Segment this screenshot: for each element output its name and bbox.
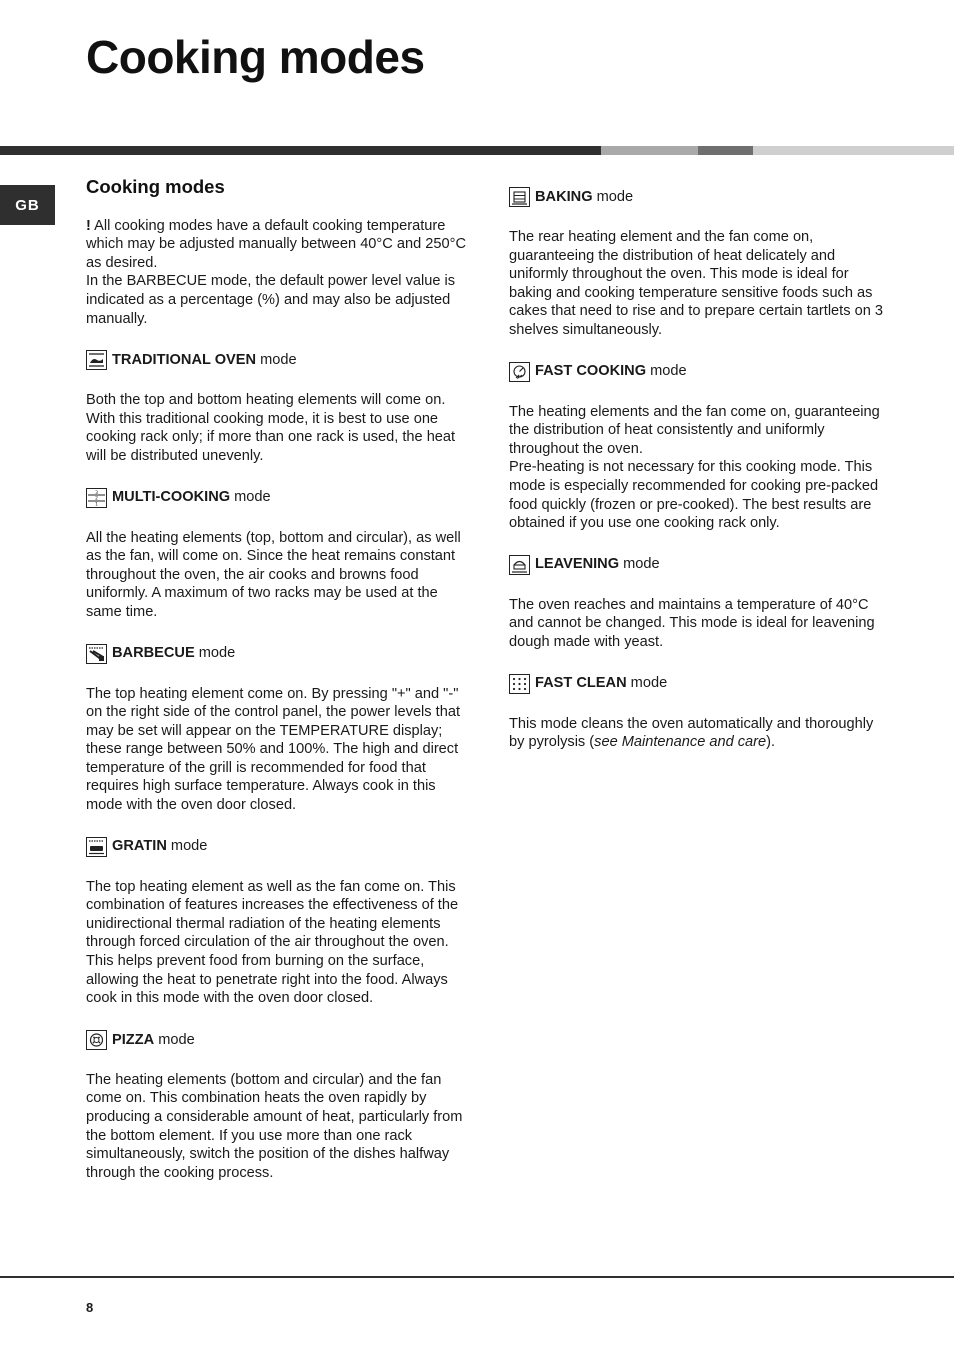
left-column xyxy=(86,178,466,1182)
mode-text: Pre-heating is not necessary for this cooking mode. This mode is especially recommended for cooking pre-packed food quickly (frozen or pre-cooked). The best results are obtained if you use one cooking rack only. xyxy=(509,459,879,532)
warning-mark: ! xyxy=(86,217,91,234)
page-number: 8 xyxy=(86,1300,94,1315)
mode-text: The rear heating element and the fan come on, guaranteeing the distribution of heat delicately and uniformly throughout the oven. This mode is ideal for baking and cooking temperature sensitive foods such as cakes that need to rise and to prepare certain tartlets on 3 shelves simultaneously. xyxy=(509,229,883,338)
multi-cooking-icon xyxy=(86,488,107,508)
intro-line-1: All cooking modes have a default cooking temperature which may be adjusted manually between 40°C and 250°C as desired. xyxy=(86,217,466,271)
mode-suffix: mode xyxy=(154,1031,195,1048)
mode-heading-multi-cooking xyxy=(86,487,466,509)
mode-suffix: mode xyxy=(619,556,660,573)
right-column xyxy=(509,178,889,752)
mode-text: Both the top and bottom heating elements will come on. With this traditional cooking mode, it is best to use one cooking rack only; if more than one rack is used, the heat will be distributed unevenly. xyxy=(86,392,456,464)
baking-icon xyxy=(509,187,530,207)
svg-text:2: 2 xyxy=(95,496,98,502)
header-rule-dark xyxy=(0,146,601,155)
mode-text: The oven reaches and maintains a temperature of 40°C and cannot be changed. This mode is ideal for leavening dough made with yeast. xyxy=(509,596,875,650)
mode-heading-pizza xyxy=(86,1029,466,1051)
mode-name: LEAVENING xyxy=(535,556,620,573)
mode-heading-baking xyxy=(509,186,889,208)
fast-cooking-icon xyxy=(509,362,530,382)
mode-name: FAST CLEAN xyxy=(535,675,627,692)
mode-description xyxy=(509,715,889,752)
mode-description xyxy=(86,1071,466,1183)
leavening-icon xyxy=(509,555,530,575)
svg-text:1: 1 xyxy=(95,502,98,507)
mode-suffix: mode xyxy=(626,675,668,692)
mode-name: BARBECUE xyxy=(112,645,195,662)
mode-name: MULTI-COOKING xyxy=(112,489,231,506)
language-tab: GB xyxy=(0,185,55,225)
header-rule-mid xyxy=(698,146,753,155)
mode-text-end: ). xyxy=(766,734,776,751)
mode-description xyxy=(509,228,889,340)
intro-line-2: In the BARBECUE mode, the default power level value is indicated as a percentage (%) and may also be adjusted manually. xyxy=(86,273,456,327)
pizza-icon xyxy=(86,1030,107,1050)
mode-name: FAST COOKING xyxy=(535,363,647,380)
mode-suffix: mode xyxy=(166,838,208,855)
header-rule-light xyxy=(601,146,698,155)
intro-note xyxy=(86,217,466,273)
cross-reference: see Maintenance and care xyxy=(594,734,767,751)
gratin-icon xyxy=(86,837,107,857)
mode-suffix: mode xyxy=(646,363,687,380)
mode-text: The heating elements (bottom and circular) and the fan come on. This combination heats the oven rapidly by producing a considerable amount of heat, particularly from the bottom element. If you use more than one rack simultaneously, switch the position of the dishes halfway through the cooking process. xyxy=(86,1071,463,1181)
mode-description xyxy=(509,596,889,652)
mode-suffix: mode xyxy=(256,351,297,368)
page-title: Cooking modes xyxy=(86,31,425,83)
mode-heading-fast-clean xyxy=(509,673,889,695)
mode-heading-gratin xyxy=(86,836,466,858)
mode-name: TRADITIONAL OVEN xyxy=(112,351,257,368)
mode-suffix: mode xyxy=(592,188,634,205)
mode-heading-barbecue xyxy=(86,643,466,665)
mode-name: PIZZA xyxy=(112,1031,155,1048)
footer-rule xyxy=(0,1276,954,1278)
svg-text:3: 3 xyxy=(95,490,98,496)
mode-name: BAKING xyxy=(535,188,593,205)
mode-text: The top heating element as well as the fan come on. This combination of features increases the effectiveness of the unidirectional thermal radiation of the heating elements through forced circulation of the air throughout the oven. xyxy=(86,878,459,951)
barbecue-icon xyxy=(86,644,107,664)
mode-suffix: mode xyxy=(194,645,236,662)
mode-text: This helps prevent food from burning on the surface, allowing the heat to penetrate right into the food. Always cook in this mode with the oven door closed. xyxy=(86,953,448,1007)
mode-heading-fast-cooking xyxy=(509,361,889,383)
mode-text: All the heating elements (top, bottom and circular), as well as the fan, will come on. Since the heat remains constant throughout the oven, the air cooks and browns food uniformly. A maximum of two racks may be used at the same time. xyxy=(86,529,461,620)
mode-description xyxy=(86,529,466,622)
mode-name: GRATIN xyxy=(112,838,167,855)
header-rule-pale xyxy=(753,146,954,155)
mode-text: The heating elements and the fan come on, guaranteeing the distribution of heat consistently and uniformly throughout the oven. xyxy=(509,403,880,457)
mode-text: The top heating element come on. By pressing "+" and "-" on the right side of the control panel, the power levels that may be set will appear on the TEMPERATURE display; these range between 50% and 100%. The high and direct temperature of the grill is recommended for food that requires high surface temperature. Always cook in this mode with the oven door closed. xyxy=(86,685,460,814)
mode-description xyxy=(86,878,466,1008)
mode-suffix: mode xyxy=(230,489,271,506)
mode-text xyxy=(509,715,889,752)
mode-heading-leavening xyxy=(509,554,889,576)
mode-description xyxy=(86,685,466,815)
mode-text-start: This mode cleans the oven automatically and thoroughly by pyrolysis ( xyxy=(509,715,874,751)
traditional-oven-icon xyxy=(86,350,107,370)
section-heading: Cooking modes xyxy=(86,176,225,197)
mode-description xyxy=(509,403,889,533)
fast-clean-icon xyxy=(509,674,530,694)
mode-description xyxy=(86,391,466,465)
mode-heading-traditional-oven xyxy=(86,349,466,371)
